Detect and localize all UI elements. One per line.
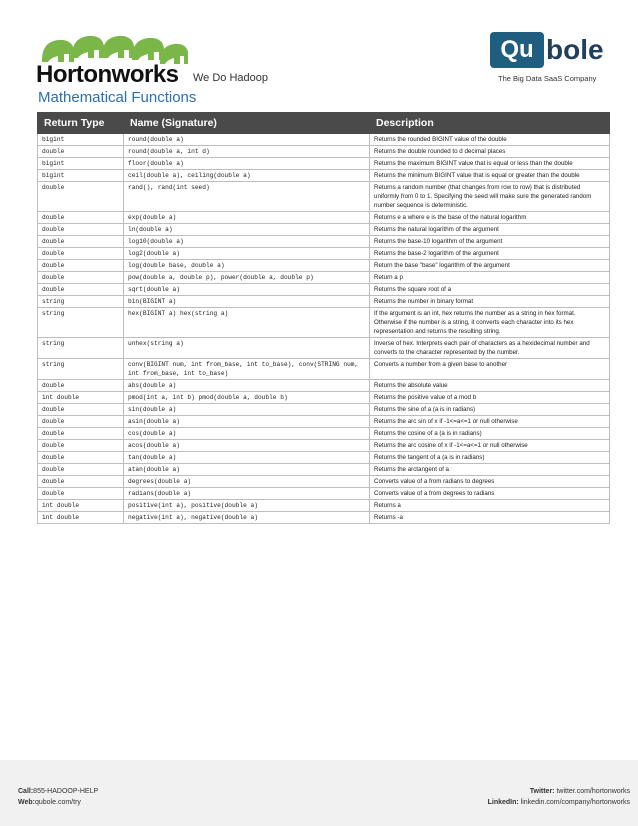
table-row [38, 158, 610, 170]
footer-contact [18, 786, 98, 808]
cell-return-type: int double [38, 512, 124, 524]
cell-signature: rand(), rand(int seed) [124, 182, 370, 212]
footer-social [488, 786, 630, 808]
cell-signature: sqrt(double a) [124, 284, 370, 296]
cell-return-type: string [38, 308, 124, 338]
twitter-link[interactable]: twitter.com/hortonworks [556, 788, 630, 795]
cell-description: Converts value of a from degrees to radians [370, 488, 610, 500]
cell-signature: exp(double a) [124, 212, 370, 224]
cell-description: Returns the tangent of a (a is in radians) [370, 452, 610, 464]
cell-return-type: bigint [38, 158, 124, 170]
cell-signature: negative(int a), negative(double a) [124, 512, 370, 524]
linkedin-link[interactable]: linkedin.com/company/hortonworks [520, 799, 630, 806]
table-row [38, 512, 610, 524]
cell-signature: abs(double a) [124, 380, 370, 392]
cell-return-type: double [38, 146, 124, 158]
cell-signature: radians(double a) [124, 488, 370, 500]
cell-return-type: double [38, 452, 124, 464]
cell-signature: unhex(string a) [124, 338, 370, 359]
cell-description: Inverse of hex. Interprets each pair of characters as a hexidecimal number and converts to the character represented by the number. [370, 338, 610, 359]
cell-description: Converts value of a from radians to degrees [370, 476, 610, 488]
cell-return-type: double [38, 248, 124, 260]
cell-signature: acos(double a) [124, 440, 370, 452]
page-header [0, 0, 638, 115]
cell-description: Returns the square root of a [370, 284, 610, 296]
cell-return-type: double [38, 224, 124, 236]
table-row [38, 359, 610, 380]
qubole-logo-box: Qu [490, 32, 544, 68]
cell-description: Returns the positive value of a mod b [370, 392, 610, 404]
cell-return-type: double [38, 488, 124, 500]
table-row [38, 416, 610, 428]
cell-signature: asin(double a) [124, 416, 370, 428]
cell-description: Returns the double rounded to d decimal places [370, 146, 610, 158]
cell-signature: pow(double a, double p), power(double a, double p) [124, 272, 370, 284]
cell-return-type: int double [38, 500, 124, 512]
cell-signature: cos(double a) [124, 428, 370, 440]
cell-signature: hex(BIGINT a) hex(string a) [124, 308, 370, 338]
cell-description: Return a p [370, 272, 610, 284]
cell-return-type: string [38, 296, 124, 308]
table-row [38, 272, 610, 284]
cell-signature: ceil(double a), ceiling(double a) [124, 170, 370, 182]
tagline: We Do Hadoop [193, 72, 269, 84]
web-label: Web: [18, 799, 35, 806]
cell-signature: log(double base, double a) [124, 260, 370, 272]
qubole-logo-text: bole [546, 34, 604, 65]
table-row [38, 440, 610, 452]
table-row [38, 284, 610, 296]
call-number: 855-HADOOP-HELP [33, 788, 99, 795]
table-row [38, 380, 610, 392]
cell-description: Returns the absolute value [370, 380, 610, 392]
cell-description: Returns the arctangent of a [370, 464, 610, 476]
cell-signature: log2(double a) [124, 248, 370, 260]
cell-return-type: double [38, 476, 124, 488]
table-row [38, 212, 610, 224]
cell-signature: atan(double a) [124, 464, 370, 476]
column-header-name-signature: Name (Signature) [124, 113, 370, 134]
cell-description: Returns the arc cosine of x if -1<=a<=1 or null otherwise [370, 440, 610, 452]
cell-description: Returns the base-2 logarithm of the argument [370, 248, 610, 260]
cell-return-type: double [38, 272, 124, 284]
cell-description: Returns e a where e is the base of the natural logarithm [370, 212, 610, 224]
cell-description: Returns the natural logarithm of the argument [370, 224, 610, 236]
table-row [38, 236, 610, 248]
column-header-description: Description [370, 113, 610, 134]
twitter-label: Twitter: [529, 788, 555, 795]
cell-return-type: double [38, 380, 124, 392]
cell-description: Returns the minimum BIGINT value that is equal or greater than the double [370, 170, 610, 182]
section-title: Mathematical Functions [38, 89, 197, 106]
table-row [38, 134, 610, 146]
cell-signature: floor(double a) [124, 158, 370, 170]
cell-return-type: string [38, 359, 124, 380]
table-row [38, 338, 610, 359]
table-header-row [38, 113, 610, 134]
qubole-tagline: The Big Data SaaS Company [498, 74, 597, 83]
hortonworks-wordmark: Hortonworks [36, 61, 179, 88]
table-row [38, 476, 610, 488]
page-footer [0, 760, 638, 826]
table-row [38, 404, 610, 416]
table-row [38, 428, 610, 440]
table-row [38, 500, 610, 512]
table-row [38, 296, 610, 308]
table-row [38, 248, 610, 260]
cell-signature: tan(double a) [124, 452, 370, 464]
cell-description: Return the base "base" logarithm of the argument [370, 260, 610, 272]
cell-description: Returns -a [370, 512, 610, 524]
cell-signature: sin(double a) [124, 404, 370, 416]
table-row [38, 464, 610, 476]
cell-return-type: double [38, 212, 124, 224]
cell-return-type: double [38, 428, 124, 440]
cell-description: Returns a [370, 500, 610, 512]
table-row [38, 260, 610, 272]
call-label: Call: [18, 788, 34, 795]
table-body [38, 134, 610, 524]
table-row [38, 146, 610, 158]
cell-description: Returns the maximum BIGINT value that is equal or less than the double [370, 158, 610, 170]
cell-return-type: double [38, 284, 124, 296]
table-row [38, 224, 610, 236]
cell-return-type: bigint [38, 170, 124, 182]
cell-description: If the argument is an int, hex returns the number as a string in hex format. Otherwise if the number is a string, it converts each character into its hex representation and returns the resulting string. [370, 308, 610, 338]
cell-return-type: double [38, 260, 124, 272]
table-row [38, 392, 610, 404]
cell-return-type: string [38, 338, 124, 359]
column-header-return-type: Return Type [38, 113, 124, 134]
cell-return-type: double [38, 404, 124, 416]
cell-return-type: double [38, 416, 124, 428]
table-row [38, 170, 610, 182]
table-row [38, 182, 610, 212]
cell-return-type: double [38, 464, 124, 476]
cell-signature: log10(double a) [124, 236, 370, 248]
qubole-logo [490, 32, 615, 84]
cell-description: Returns a random number (that changes from row to row) that is distributed uniformly from 0 to 1. Specifying the seed will make sure the generated random number sequence is deterministic. [370, 182, 610, 212]
cell-signature: positive(int a), positive(double a) [124, 500, 370, 512]
cell-description: Returns the rounded BIGINT value of the double [370, 134, 610, 146]
cell-description: Returns the cosine of a (a is in radians) [370, 428, 610, 440]
cell-description: Returns the sine of a (a is in radians) [370, 404, 610, 416]
cell-return-type: int double [38, 392, 124, 404]
cell-signature: bin(BIGINT a) [124, 296, 370, 308]
cell-signature: round(double a, int d) [124, 146, 370, 158]
cell-description: Converts a number from a given base to another [370, 359, 610, 380]
web-link[interactable]: qubole.com/try [34, 799, 81, 806]
cell-signature: round(double a) [124, 134, 370, 146]
cell-return-type: bigint [38, 134, 124, 146]
functions-table [37, 112, 610, 524]
table-row [38, 308, 610, 338]
table-row [38, 488, 610, 500]
table-row [38, 452, 610, 464]
cell-description: Returns the arc sin of x if -1<=a<=1 or null otherwise [370, 416, 610, 428]
cell-description: Returns the number in binary format [370, 296, 610, 308]
cell-return-type: double [38, 440, 124, 452]
cell-signature: ln(double a) [124, 224, 370, 236]
cell-signature: conv(BIGINT num, int from_base, int to_base), conv(STRING num, int from_base, int to_base) [124, 359, 370, 380]
linkedin-label: LinkedIn: [487, 799, 519, 806]
cell-description: Returns the base-10 logarithm of the argument [370, 236, 610, 248]
cell-signature: degrees(double a) [124, 476, 370, 488]
cell-return-type: double [38, 236, 124, 248]
cell-return-type: double [38, 182, 124, 212]
cell-signature: pmod(int a, int b) pmod(double a, double b) [124, 392, 370, 404]
